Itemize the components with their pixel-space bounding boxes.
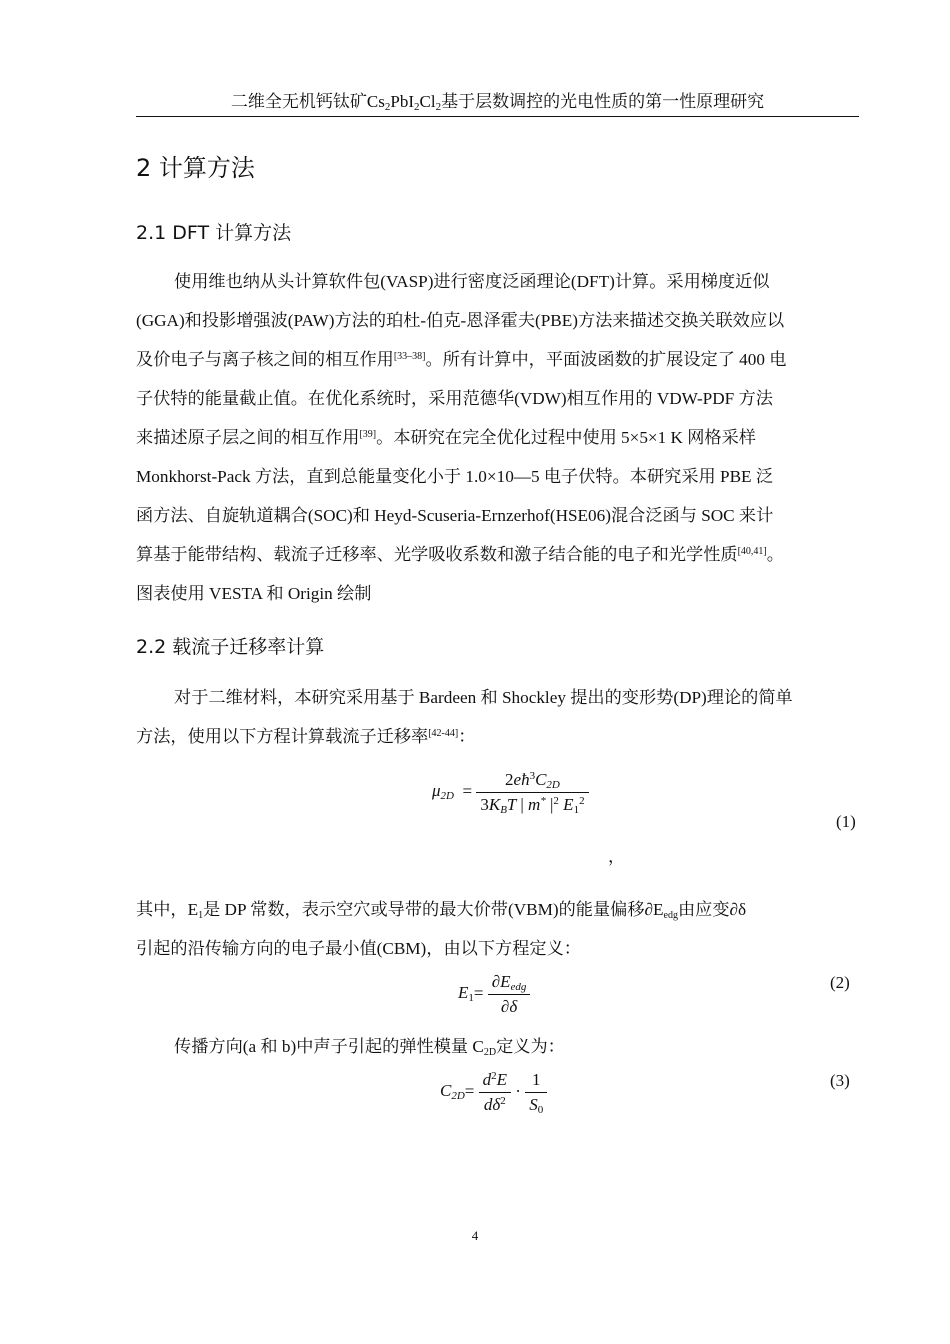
equation-2: $E_1=$ $\frac{\partial E_{edg}}{\partial\delta}$	[458, 972, 530, 1017]
citation: [39]	[359, 429, 377, 440]
page-number: 4	[471, 1228, 479, 1243]
equation-1-comma: ，	[608, 847, 625, 866]
mobility-intro: 对于二维材料，本研究采用基于 Bardeen 和 Shockley 提出的变形势(DP)理论的简单 方法，使用以下方程计算载流子迁移率[42-44]：	[136, 688, 793, 746]
citation: [33–38]	[393, 351, 426, 362]
equation-3-number: (3)	[830, 1071, 850, 1090]
subsection-title-mobility: 2.2 载流子迁移率计算	[136, 636, 325, 658]
citation: [42-44]	[428, 728, 459, 739]
dp-constant-paragraph: 其中，$E_1$是 DP 常数，表示空穴或导带的最大价带(VBM)的能量偏移$\partial E_{edg}$由应变∂δ 引起的沿传输方向的电子最小值(CBM)，由以下方程定义：	[136, 900, 747, 958]
equation-1: $\mu_{2D}$ = $\frac{2eħ^3C_{2D}}{3K_BT | m^* |^2 E_1^2}$	[432, 770, 589, 815]
equation-2-number: (2)	[830, 973, 850, 992]
dft-paragraph: 使用维也纳从头计算软件包(VASP)进行密度泛函理论(DFT)计算。采用梯度近似 (GGA)和投影增强波(PAW)方法的珀杜-伯克-恩泽霍夫(PBE)方法来描述交换关联效应以 及价电子与离子核之间的相互作用[33–38]。所有计算中，平面波函数的扩展设定了 400 电 子伏特的能量截止值。在优化系统时，采用范德华(VDW)相互作用的 VDW-PDF 方法 来描述原子层之间的相互作用[39]。本研究在完全优化过程中使用 5×5×1 K 网格采样 Monkhorst-Pack 方法，直到总能量变化小于 1.0×10—5 电子伏特。本研究采用 PBE 泛 函方法、自旋轨道耦合(SOC)和 Heyd-Scuseria-Ernzerhof(HSE06)混合泛函与 SOC 来计 算基于能带结构、载流子迁移率、光学吸收系数和激子结合能的电子和光学性质[40,41]。 图表使用 VESTA 和 Origin 绘制	[136, 272, 787, 603]
equation-3: $C_{2D}=$ $\frac{d^2E}{d\delta^2}$ · $\frac{1}{S_0}$	[440, 1070, 547, 1115]
running-header: 二维全无机钙钛矿$Cs_2PbI_2Cl_2$基于层数调控的光电性质的第一性原理研究	[136, 88, 859, 117]
subsection-title-dft: 2.1 DFT 计算方法	[136, 222, 292, 244]
citation: [40,41]	[737, 546, 767, 557]
elastic-modulus-line: 传播方向(a 和 b)中声子引起的弹性模量 $C_{2D}$定义为：	[174, 1037, 565, 1058]
section-title: 2 计算方法	[136, 154, 255, 182]
equation-1-number: (1)	[836, 812, 856, 831]
